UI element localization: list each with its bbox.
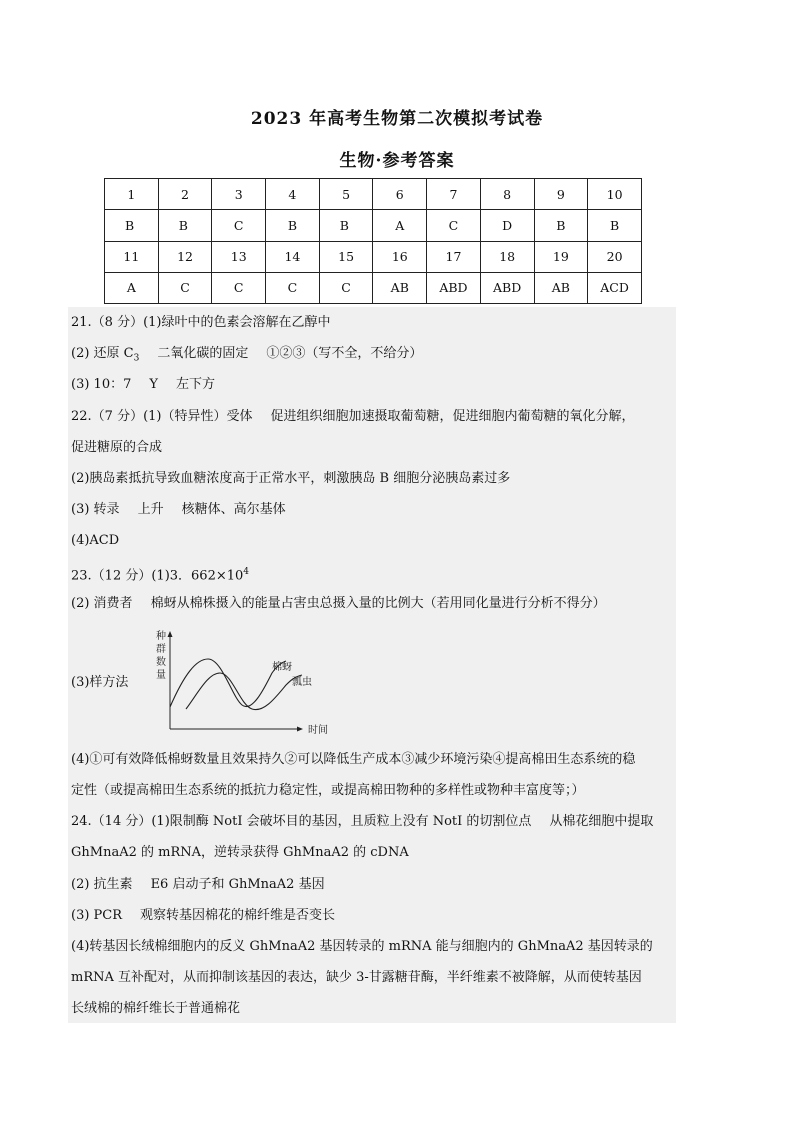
answer-22-1 [71, 408, 635, 426]
table-cell: C [266, 272, 320, 303]
table-cell: 7 [427, 179, 481, 210]
answer-text: 二氧化碳的固定 [157, 346, 249, 361]
table-cell: A [373, 210, 427, 241]
answer-text: 从棉花细胞中提取 [549, 814, 654, 829]
series-label-cotton-aphid: 棉蚜 [272, 662, 292, 673]
table-cell: 6 [373, 179, 427, 210]
answer-table [104, 178, 642, 304]
answer-22-1-cont: 促进糖原的合成 [71, 440, 163, 455]
table-cell: B [534, 210, 588, 241]
answer-23-4: (4)①可有效降低棉蚜数量且效果持久②可以降低生产成本③减少环境污染④提高棉田生态系统的稳 [71, 752, 636, 767]
answer-24-3 [71, 907, 335, 925]
page-subtitle: 生物·参考答案 [339, 151, 455, 171]
answer-text: (2) 抗生素 [71, 877, 133, 892]
answer-24-2 [71, 876, 325, 894]
table-cell: C [212, 210, 266, 241]
answer-21-3 [71, 376, 215, 394]
table-cell: A [105, 272, 159, 303]
answer-23-2 [71, 595, 606, 613]
table-cell: B [105, 210, 159, 241]
answer-text: (3) 转录 [71, 502, 120, 517]
table-row [105, 272, 642, 303]
answer-24-4-end: 长绒棉的棉纤维长于普通棉花 [71, 1001, 241, 1016]
cotton-aphid-curve [170, 659, 286, 707]
x-axis-label: 时间 [308, 725, 328, 736]
answer-22-4: (4)ACD [71, 533, 120, 548]
answer-24-1-cont: GhMnaA2 的 mRNA，逆转录获得 GhMnaA2 的 cDNA [71, 845, 409, 860]
table-row [105, 210, 642, 241]
axes [168, 631, 304, 732]
answer-text: 核糖体、高尔基体 [181, 502, 286, 517]
answer-text: 观察转基因棉花的棉纤维是否变长 [140, 908, 336, 923]
answer-22-2: (2)胰岛素抵抗导致血糖浓度高于正常水平，刺激胰岛 B 细胞分泌胰岛素过多 [71, 471, 511, 486]
answer-content [68, 307, 676, 1023]
table-cell: AB [373, 272, 427, 303]
table-cell: 20 [588, 241, 642, 272]
superscript: 4 [243, 567, 250, 577]
answer-text: ①②③（写不全，不给分） [266, 346, 423, 361]
table-cell: 1 [105, 179, 159, 210]
answer-text: Y [149, 377, 158, 392]
table-row [105, 179, 642, 210]
table-cell: C [319, 272, 373, 303]
table-cell: D [480, 210, 534, 241]
answer-23-1 [71, 563, 249, 585]
answer-21-1: 21.（8 分）(1)绿叶中的色素会溶解在乙醇中 [71, 315, 331, 330]
table-cell: 16 [373, 241, 427, 272]
table-cell: 10 [588, 179, 642, 210]
table-cell: AB [534, 272, 588, 303]
table-cell: B [266, 210, 320, 241]
y-axis-label-char: 群 [156, 644, 166, 655]
answer-text: 24.（14 分）(1)限制酶 NotI 会破坏目的基因，且质粒上没有 NotI 的切割位点 [71, 814, 532, 829]
answer-text: 上升 [137, 502, 164, 517]
answer-text: (3) 10：7 [71, 377, 132, 392]
table-cell: 13 [212, 241, 266, 272]
table-cell: 18 [480, 241, 534, 272]
answer-text: (2) 还原 C [71, 346, 134, 361]
table-cell: ABD [427, 272, 481, 303]
series-label-ladybug: 瓢虫 [292, 677, 312, 688]
table-cell: 15 [319, 241, 373, 272]
answer-23-4-cont: 定性（或提高棉田生态系统的抵抗力稳定性，或提高棉田物种的多样性或物种丰富度等；） [71, 783, 585, 798]
table-cell: C [212, 272, 266, 303]
y-axis-label-char: 种 [156, 631, 166, 642]
answer-text: 22.（7 分）(1)（特异性）受体 [71, 409, 253, 424]
page-title: 2023 年高考生物第二次模拟考试卷 [250, 109, 544, 129]
answer-text: (2) 消费者 [71, 596, 133, 611]
table-cell: ACD [588, 272, 642, 303]
population-graph [152, 625, 342, 737]
answer-text: 23.（12 分）(1)3．662×10 [71, 568, 244, 584]
subscript: 3 [133, 353, 140, 364]
table-cell: 19 [534, 241, 588, 272]
answer-text: (3) PCR [71, 908, 123, 923]
answer-21-2 [71, 345, 422, 368]
ladybug-curve [186, 673, 302, 710]
table-cell: 12 [158, 241, 212, 272]
answer-text: 棉蚜从棉株摄入的能量占害虫总摄入量的比例大（若用同化量进行分析不得分） [150, 596, 606, 611]
table-cell: B [158, 210, 212, 241]
answer-24-4-cont: mRNA 互补配对，从而抑制该基因的表达，缺少 3-甘露糖苷酶，半纤维素不被降解，从而使转基因 [71, 970, 642, 985]
table-cell: 14 [266, 241, 320, 272]
table-cell: C [427, 210, 481, 241]
table-cell: 5 [319, 179, 373, 210]
answer-text: E6 启动子和 GhMnaA2 基因 [150, 877, 325, 892]
table-cell: 11 [105, 241, 159, 272]
table-cell: B [588, 210, 642, 241]
table-cell: 3 [212, 179, 266, 210]
table-cell: 2 [158, 179, 212, 210]
table-cell: 17 [427, 241, 481, 272]
table-cell: C [158, 272, 212, 303]
answer-24-1 [71, 813, 653, 831]
table-cell: B [319, 210, 373, 241]
answer-text: 左下方 [175, 377, 215, 392]
table-cell: 9 [534, 179, 588, 210]
y-axis-label-char: 量 [156, 670, 166, 681]
table-cell: 8 [480, 179, 534, 210]
answer-23-3: (3)样方法 [71, 675, 129, 690]
answer-24-4: (4)转基因长绒棉细胞内的反义 GhMnaA2 基因转录的 mRNA 能与细胞内的 GhMnaA2 基因转录的 [71, 939, 653, 954]
table-row [105, 241, 642, 272]
answer-22-3 [71, 501, 286, 519]
answer-text: 促进组织细胞加速摄取葡萄糖，促进细胞内葡萄糖的氧化分解， [270, 409, 635, 424]
y-axis-label-char: 数 [156, 657, 166, 668]
table-cell: ABD [480, 272, 534, 303]
table-cell: 4 [266, 179, 320, 210]
